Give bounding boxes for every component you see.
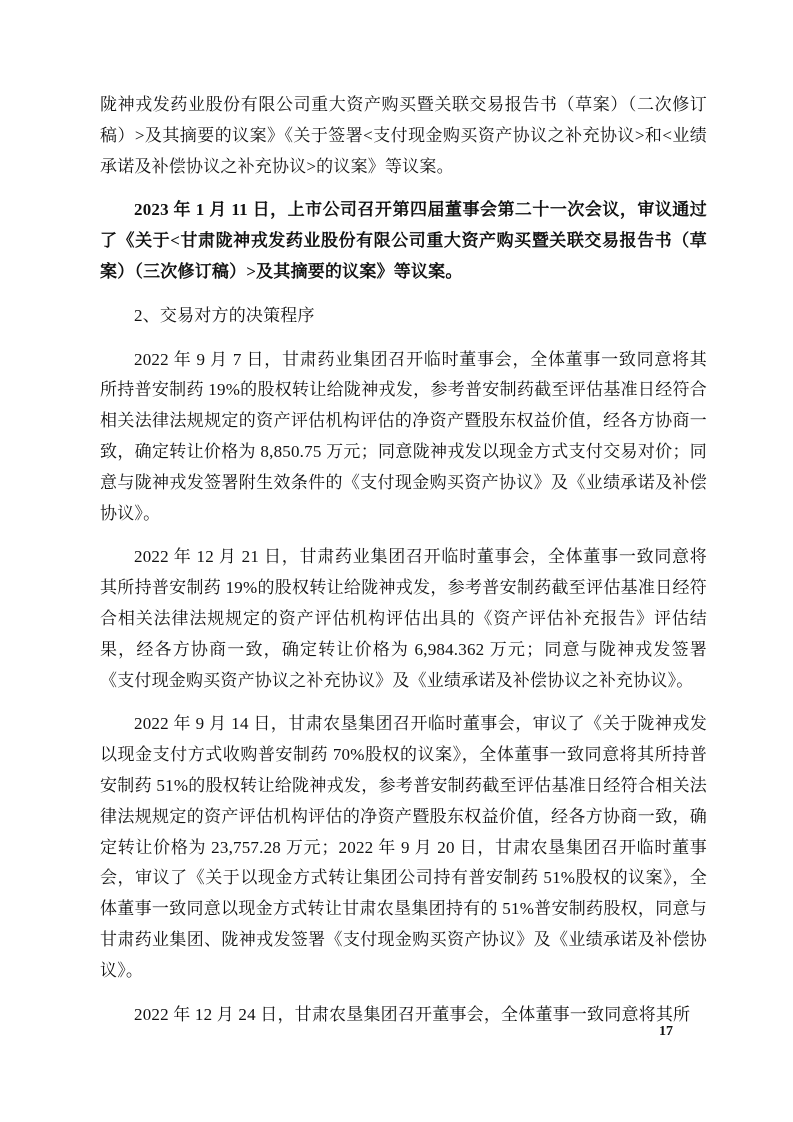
paragraph-gansu-pharma-board-2022-09-07: 2022 年 9 月 7 日，甘肃药业集团召开临时董事会，全体董事一致同意将其所持普安制药 19%的股权转让给陇神戎发，参考普安制药截至评估基准日经符合相关法律法规规定的资产评估机构评估的净资产暨股东权益价值，经各方协商一致，确定转让价格为 8,850.75 万元；同意陇神戎发以现金方式支付交易对价；同意与陇神戎发签署附生效条件的《支付现金购买资产协议》及《业绩承诺及补偿协议》。 xyxy=(100,349,707,523)
paragraph-gansu-nongken-board-2022-09-14: 2022 年 9 月 14 日，甘肃农垦集团召开临时董事会，审议了《关于陇神戎发以现金支付方式收购普安制药 70%股权的议案》，全体董事一致同意将其所持普安制药 51%的股权转让给陇神戎发，参考普安制药截至评估基准日经符合相关法律法规规定的资产评估机构评估的净资产暨股东权益价值，经各方协商一致，确定转让价格为 23,757.28 万元；2022 年 9 月 20 日，甘肃农垦集团召开临时董事会，审议了《关于以现金方式转让集团公司持有普安制药 51%股权的议案》，全体董事一致同意以现金方式转让甘肃农垦集团持有的 51%普安制药股权，同意与甘肃药业集团、陇神戎发签署《支付现金购买资产协议》及《业绩承诺及补偿协议》。 xyxy=(100,714,707,980)
paragraph-resolution-list-continued: 陇神戎发药业股份有限公司重大资产购买暨关联交易报告书（草案）（二次修订稿）>及其摘要的议案》《关于签署<支付现金购买资产协议之补充协议>和<业绩承诺及补偿协议之补充协议>的议案》等议案。 xyxy=(100,95,707,176)
heading-counterparty-decision-procedure: 2、交易对方的决策程序 xyxy=(134,305,315,325)
paragraph-board-meeting-2023-01-11: 2023 年 1 月 11 日，上市公司召开第四届董事会第二十一次会议，审议通过了《关于<甘肃陇神戎发药业股份有限公司重大资产购买暨关联交易报告书（草案）（三次修订稿）>及其摘要的议案》等议案。 xyxy=(100,200,707,281)
document-text-block xyxy=(100,90,707,1030)
paragraph-gansu-pharma-board-2022-12-21: 2022 年 12 月 21 日，甘肃药业集团召开临时董事会，全体董事一致同意将其所持普安制药 19%的股权转让给陇神戎发，参考普安制药截至评估基准日经符合相关法律法规规定的资产评估机构评估出具的《资产评估补充报告》评估结果，经各方协商一致，确定转让价格为 6,984.362 万元；同意与陇神戎发签署《支付现金购买资产协议之补充协议》及《业绩承诺及补偿协议之补充协议》。 xyxy=(100,547,707,690)
page-number: 17 xyxy=(659,1024,673,1039)
paragraph-gansu-nongken-board-2022-12-24: 2022 年 12 月 24 日，甘肃农垦集团召开董事会，全体董事一致同意将其所 xyxy=(134,1004,691,1024)
